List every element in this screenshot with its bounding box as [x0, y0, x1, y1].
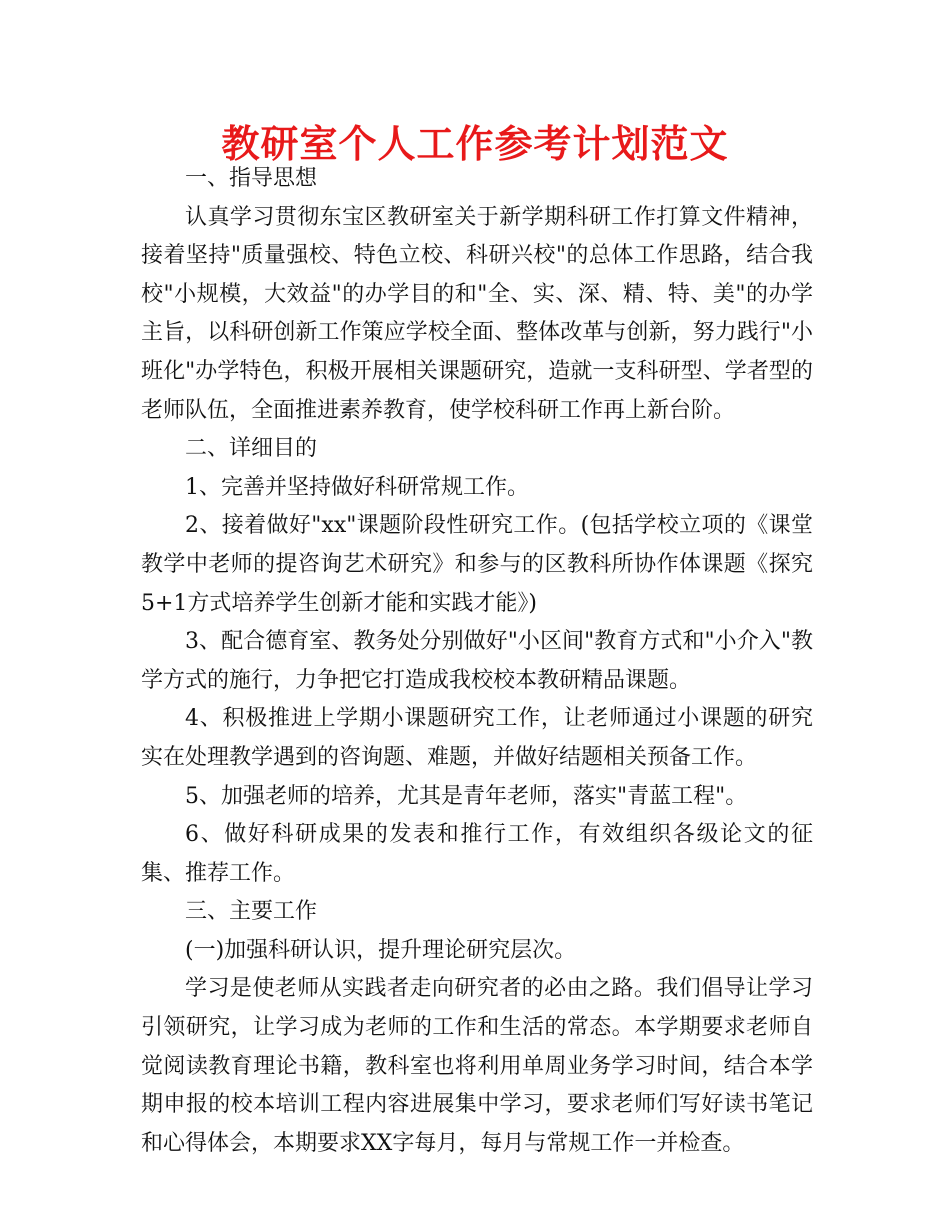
document-body	[141, 160, 813, 1163]
goal-item-3: 3、配合德育室、教务处分别做好"小区间"教育方式和"小介入"教学方式的施行，力争把它打造成我校校本教研精品课题。	[141, 629, 813, 693]
document-title: 教研室个人工作参考计划范文	[221, 122, 729, 166]
goal-item-2: 2、接着做好"xx"课题阶段性研究工作。(包括学校立项的《课堂教学中老师的提咨询艺术研究》和参与的区教科所协作体课题《探究5+1方式培养学生创新才能和实践才能》)	[141, 513, 813, 616]
goal-item-1: 1、完善并坚持做好科研常规工作。	[185, 474, 529, 500]
goal-item-5: 5、加强老师的培养，尤其是青年老师，落实"青蓝工程"。	[185, 783, 748, 809]
subsection-heading-1: (一)加强科研认识，提升理论研究层次。	[185, 937, 577, 963]
section-heading-main-work: 三、主要工作	[185, 899, 318, 925]
section-heading-detailed-goals: 二、详细目的	[185, 436, 318, 462]
goal-item-6: 6、做好科研成果的发表和推行工作，有效组织各级论文的征集、推荐工作。	[141, 822, 813, 886]
goal-item-4: 4、积极推进上学期小课题研究工作，让老师通过小课题的研究实在处理教学遇到的咨询题、难题，并做好结题相关预备工作。	[141, 706, 813, 770]
paragraph-learning: 学习是使老师从实践者走向研究者的必由之路。我们倡导让学习引领研究，让学习成为老师的工作和生活的常态。本学期要求老师自觉阅读教育理论书籍，教科室也将利用单周业务学习时间，结合本学期申报的校本培训工程内容进展集中学习，要求老师们写好读书笔记和心得体会，本期要求XX字每月，每月与常规工作一并检查。	[141, 976, 813, 1156]
section-heading-guiding-ideology: 一、指导思想	[185, 166, 318, 191]
paragraph-guiding-ideology: 认真学习贯彻东宝区教研室关于新学期科研工作打算文件精神，接着坚持"质量强校、特色立校、科研兴校"的总体工作思路，结合我校"小规模，大效益"的办学目的和"全、实、深、精、特、美"的办学主旨，以科研创新工作策应学校全面、整体改革与创新，努力践行"小班化"办学特色，积极开展相关课题研究，造就一支科研型、学者型的老师队伍，全面推进素养教育，使学校科研工作再上新台阶。	[141, 204, 813, 423]
